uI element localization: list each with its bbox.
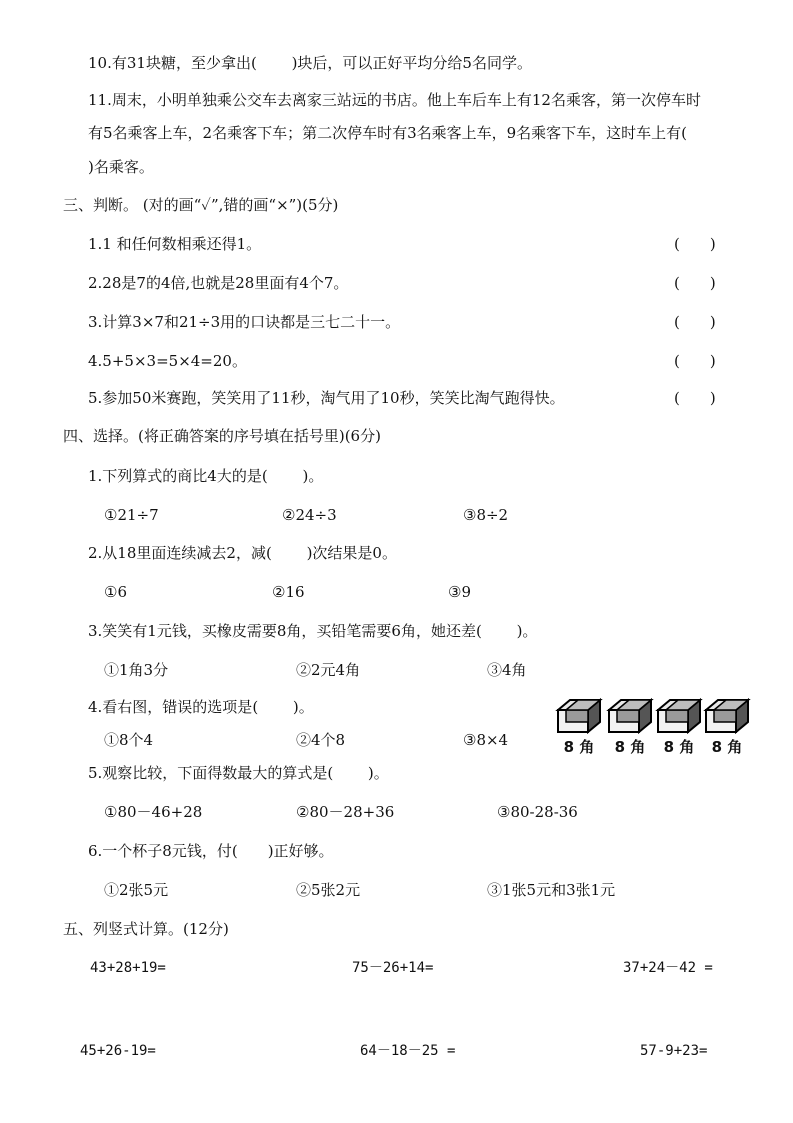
- choice-5-option-3: ③80-28-36: [497, 803, 578, 821]
- choice-6-option-2: ②5张2元: [296, 881, 361, 899]
- calc-problem: 37+24－42 =: [623, 960, 713, 976]
- choice-1-option-2: ②24÷3: [282, 506, 337, 524]
- choice-1-option-1: ①21÷7: [104, 506, 159, 524]
- question-11-line-1: 11.周末，小明单独乘公交车去离家三站远的书店。他上车后车上有12名乘客，第一次停车时: [88, 91, 701, 109]
- choice-question-2: 2.从18里面连续减去2，减( )次结果是0。: [88, 544, 397, 562]
- calc-problem: 45+26-19=: [80, 1043, 156, 1059]
- choice-6-option-1: ①2张5元: [104, 881, 169, 899]
- choice-question-5: 5.观察比较，下面得数最大的算式是( )。: [88, 764, 389, 782]
- section-choice-heading: 四、选择。(将正确答案的序号填在括号里)(6分): [63, 427, 381, 445]
- choice-2-option-1: ①6: [104, 583, 127, 601]
- calc-problem: 43+28+19=: [90, 960, 166, 976]
- eraser-icon: [702, 696, 752, 734]
- judge-item-4: 4.5+5×3=5×4=20。: [88, 352, 247, 370]
- eraser-icon: [554, 696, 604, 734]
- choice-2-option-2: ②16: [272, 583, 305, 601]
- section-calc-heading: 五、列竖式计算。(12分): [63, 920, 229, 938]
- choice-2-option-3: ③9: [448, 583, 471, 601]
- choice-question-3: 3.笑笑有1元钱，买橡皮需要8角，买铅笔需要6角，她还差( )。: [88, 622, 538, 640]
- choice-4-option-2: ②4个8: [296, 731, 346, 749]
- choice-question-6: 6.一个杯子8元钱，付( )正好够。: [88, 842, 334, 860]
- choice-5-option-2: ②80－28+36: [296, 803, 395, 821]
- judge-item-5: 5.参加50米赛跑，笑笑用了11秒，淘气用了10秒，笑笑比淘气跑得快。: [88, 389, 565, 407]
- choice-3-option-3: ③4角: [487, 661, 527, 679]
- choice-1-option-3: ③8÷2: [463, 506, 509, 524]
- choice-question-4: 4.看右图，错误的选项是( )。: [88, 698, 314, 716]
- judge-item-1: 1.1 和任何数相乘还得1。: [88, 235, 262, 253]
- eraser-price-label: 8 角: [663, 738, 695, 756]
- choice-6-option-3: ③1张5元和3张1元: [487, 881, 616, 899]
- judge-answer-blank-2[interactable]: ( ): [674, 274, 716, 292]
- choice-question-1: 1.下列算式的商比4大的是( )。: [88, 467, 324, 485]
- choice-3-option-2: ②2元4角: [296, 661, 361, 679]
- judge-answer-blank-4[interactable]: ( ): [674, 352, 716, 370]
- question-11-line-2: 有5名乘客上车，2名乘客下车；第二次停车时有3名乘客上车，9名乘客下车，这时车上有(: [88, 124, 688, 142]
- judge-answer-blank-5[interactable]: ( ): [674, 389, 716, 407]
- judge-item-2: 2.28是7的4倍,也就是28里面有4个7。: [88, 274, 349, 292]
- choice-4-option-3: ③8×4: [463, 731, 509, 749]
- judge-answer-blank-1[interactable]: ( ): [674, 235, 716, 253]
- section-judge-heading: 三、判断。 (对的画“✓”,错的画“×”)(5分): [63, 196, 339, 214]
- choice-3-option-1: ①1角3分: [104, 661, 169, 679]
- eraser-icon: [654, 696, 704, 734]
- choice-4-option-1: ①8个4: [104, 731, 154, 749]
- calc-problem: 64－18－25 =: [360, 1043, 456, 1059]
- eraser-price-label: 8 角: [563, 738, 595, 756]
- eraser-price-label: 8 角: [614, 738, 646, 756]
- question-10: 10.有31块糖，至少拿出( )块后，可以正好平均分给5名同学。: [88, 54, 532, 72]
- judge-answer-blank-3[interactable]: ( ): [674, 313, 716, 331]
- eraser-icon: [605, 696, 655, 734]
- choice-5-option-1: ①80－46+28: [104, 803, 203, 821]
- judge-item-3: 3.计算3×7和21÷3用的口诀都是三七二十一。: [88, 313, 401, 331]
- eraser-figure: [550, 696, 760, 760]
- calc-problem: 75－26+14=: [352, 960, 434, 976]
- question-11-line-3: )名乘客。: [88, 158, 154, 176]
- calc-problem: 57-9+23=: [640, 1043, 708, 1059]
- eraser-price-label: 8 角: [711, 738, 743, 756]
